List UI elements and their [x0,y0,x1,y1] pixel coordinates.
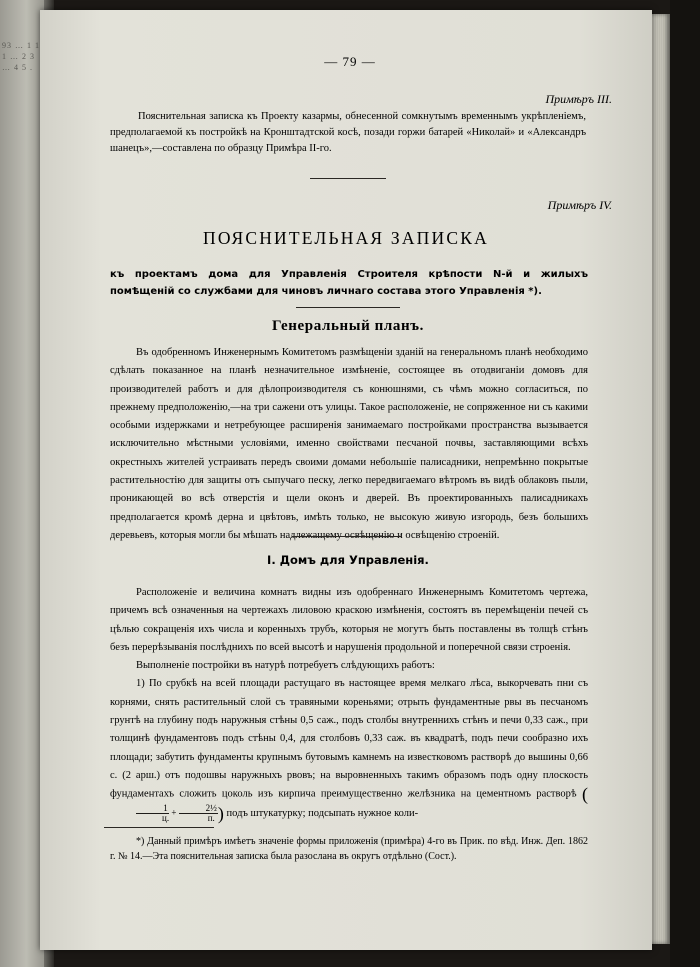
house-section-body [110,584,588,823]
footnote-rule [104,827,214,828]
book-page [40,10,652,950]
fraction-2 [179,804,218,823]
house-paragraph-1: Расположеніе и величина комнатъ видны изъ одобреннаго Инженернымъ Комитетомъ чертежа, причемъ всѣ означенныя на чертежахъ лиловою краскою измѣненія, состоятъ въ перемѣщеніи печей съ цѣлью сокращенія ихъ числа и коренныхъ трубъ, которыя не могутъ быть поставлены въ толщѣ стѣнъ безъ перерѣзыванія послѣднихъ по всей высотѣ и нарушенія продольной и поперечной связи строенія. [110,587,588,653]
house-paragraph-3-text: 1) По срубкѣ на всей площади растущаго въ настоящее время мелкаго лѣса, выкорчевать пни съ корнями, снять растительный слой съ травяными кореньями; отрыть фундаментные рвы въ песчаномъ грунтѣ на глубину подъ наружныя стѣны 0,5 саж., подъ столбы внутреннихъ стѣнъ и печи 0,33 саж., при толщинѣ фундаментовъ подъ стѣны 0,4, для столбовъ 0,33 саж. въ квадратѣ, подъ печи сообразно ихъ площади; забутить фундаменты крупнымъ бутовымъ камнемъ на известковомъ растворѣ до вышины 0,66 с. (2 арш.) отъ подошвы наружныхъ рвовъ; на выровненныхъ такимъ образомъ подъ одну плоскость фундаментахъ сложить цоколь изъ кирпича преимущественно желѣзника на цементномъ растворѣ [110,678,588,800]
section-heading: Генеральный планъ. [272,318,424,334]
divider-rule [292,536,402,537]
left-page-margin-text: 93 … 1 1 1 … 2 3 … 4 5 . [2,41,40,72]
fraction-1-denominator: ц. [162,813,170,824]
book-binding [670,0,700,967]
general-plan-paragraph: Въ одобренномъ Инженернымъ Комитетомъ размѣщеніи зданій на генеральномъ планѣ необходимо сдѣлать показанное на планѣ незначительное измѣненіе, состоящее въ отодвиганіи домовъ для производителей работъ и для дѣлопроизводителя съ конюшнями, съ чѣмъ можно согласиться, по прежнему предположенію,—на три сажени отъ улицы. Такое расположеніе, не сопряженное ни съ какими особыми издержками и нетребующее расширенія занимаемаго постройками пространства вызывается исключительно мѣстными условіями, именно свойствами песчаной почвы, заставляющими всѣхъ окрестныхъ жителей устраивать передъ своими домами небольшіе палисадники, непремѣнно покрытые растительностію для защиты отъ сыпучаго песку, легко передвигаемаго вѣтромъ въ видѣ облаковъ пыли, проникающей во всѣ отверстія и щели оконъ и дверей. Въ проектированныхъ палисадникахъ предполагается кромѣ дерна и цвѣтовъ, имѣть только, не высокую живую изгородь, безъ большихъ деревьевъ, которыя могли бы мѣшать надлежащему освѣщенію и освѣщенію строеній. [110,347,588,541]
divider-rule [296,307,400,308]
subsection-heading: I. Домъ для Управленія. [267,553,429,567]
fraction-2-denominator: п. [207,813,215,824]
example-4-label: Примѣръ IV. [547,198,612,212]
formula-close-paren: ) [217,803,224,824]
formula-open-paren: ( [582,784,588,805]
document-title: ПОЯСНИТЕЛЬНАЯ ЗАПИСКА [203,228,489,248]
formula-after-text: подъ штукатурку; подсыпать нужное коли- [226,808,419,820]
fraction-1 [136,804,169,823]
fraction-1-numerator: 1 [136,804,169,814]
example-3-text: Пояснительная записка къ Проекту казармы, обнесенной сомкнутымъ временнымъ укрѣпленіемъ, предполагаемой къ постройкѣ на Кронштадтской косѣ, позади горжи батарей «Николай» и «Александръ шанецъ»,—составлена по образцу Примѣра II-го. [110,111,586,154]
fraction-2-numerator: 2½ [179,804,218,814]
divider-rule [310,178,386,179]
house-paragraph-2: Выполненіе постройки въ натурѣ потребуетъ слѣдующихъ работъ: [136,660,435,672]
footnote: *) Данный примѣръ имѣетъ значеніе формы приложенія (примѣра) 4-го въ Прик. по вѣд. Инж. Деп. 1862 г. № 14.—Эта пояснительная записка была разослана въ округъ отдѣльно (Сост.). [110,836,588,862]
example-3-label: Примѣръ III. [545,92,612,106]
house-paragraph-3 [110,675,588,823]
page-number: — 79 — [324,54,376,69]
document-subtitle: къ проектамъ дома для Управленія Строителя крѣпости N-й и жилыхъ помѣщеній со службами для чиновъ личнаго состава этого Управленія *). [110,269,588,297]
formula [110,804,218,823]
formula-plus: + [171,807,177,818]
